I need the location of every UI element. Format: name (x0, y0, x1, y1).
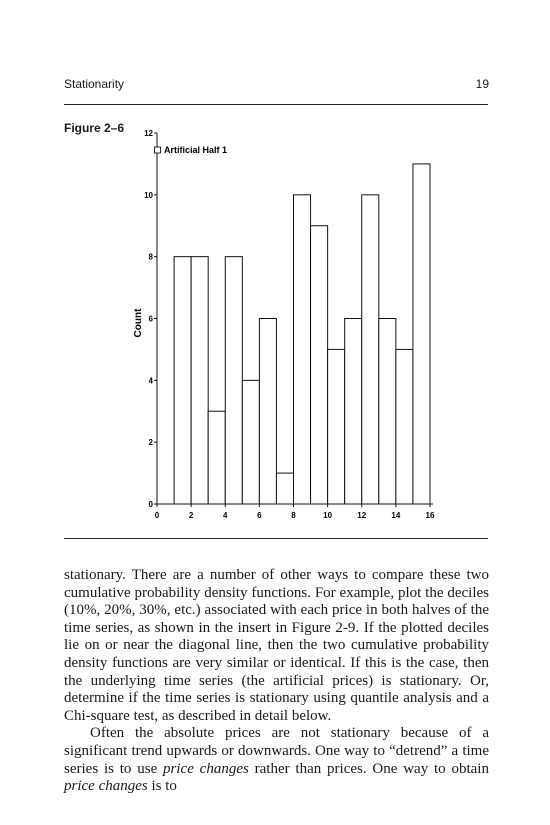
histogram-bar (328, 349, 345, 504)
y-tick-label: 4 (148, 376, 153, 386)
y-tick-label: 8 (148, 252, 153, 262)
y-tick-label: 6 (148, 314, 153, 324)
y-tick-label: 10 (144, 190, 153, 200)
x-axis-ticks (155, 504, 435, 520)
running-title: Stationarity (64, 77, 125, 91)
histogram-bar (396, 349, 413, 504)
histogram-bar (242, 380, 259, 504)
x-tick-label: 4 (223, 511, 228, 520)
histogram-bar (276, 473, 293, 504)
x-tick-label: 8 (291, 511, 296, 520)
y-tick-label: 12 (144, 129, 153, 138)
histogram-bar (208, 411, 225, 504)
histogram-bar (174, 257, 191, 504)
histogram-bar (345, 319, 362, 505)
histogram-bar (259, 319, 276, 505)
legend-label: Artificial Half 1 (164, 145, 228, 155)
figure-label: Figure 2–6 (64, 121, 125, 135)
histogram-bar (191, 257, 208, 504)
x-tick-label: 10 (323, 511, 333, 520)
paragraph-2 (64, 725, 489, 795)
chart-bars (174, 164, 430, 504)
x-tick-label: 2 (188, 511, 194, 520)
chart-legend (155, 145, 228, 155)
x-tick-label: 6 (257, 511, 262, 520)
y-axis-title: Count (133, 308, 144, 338)
emphasis-price-changes-2: price changes (64, 778, 148, 795)
y-axis-ticks (144, 129, 157, 509)
histogram-bar (379, 319, 396, 505)
emphasis-price-changes-1: price changes (163, 760, 249, 777)
histogram-bar (311, 226, 328, 504)
x-tick-label: 14 (391, 511, 401, 520)
legend-swatch (155, 147, 161, 153)
paragraph-1: stationary. There are a number of other ways to compare these two cumulative probability density functions. For example, plot the deciles (10%, 20%, 30%, etc.) associated with each price in both halves of the time series, as shown in the insert in Figure 2-9. If the plotted deciles lie on or near the diagonal line, then the two cumulative probability density functions are very similar or identical. If this is the case, then the underlying time series (the artificial prices) is stationary. Or, determine if the time series is stationary using quantile analysis and a Chi-square test, as described in detail below. (64, 567, 489, 724)
histogram-bar (225, 257, 242, 504)
histogram-bar (294, 195, 311, 504)
paragraph-2-end: is to (147, 778, 177, 795)
histogram-bar (362, 195, 379, 504)
page-number: 19 (475, 77, 489, 91)
paragraph-2-mid: rather than prices. One way to obtain (248, 760, 489, 777)
x-tick-label: 0 (154, 511, 160, 520)
x-tick-label: 12 (357, 511, 367, 520)
body-text (64, 567, 489, 796)
figure-bottom-rule (64, 538, 488, 539)
y-tick-label: 2 (148, 438, 153, 448)
y-tick-label: 0 (148, 500, 153, 509)
x-tick-label: 16 (425, 511, 435, 520)
histogram-bar (413, 164, 430, 504)
paragraph-2-start: Often the absolute prices are not stationary because of a significant trend upwards or downwards. One way to “detrend” a time series is to use (64, 725, 489, 777)
